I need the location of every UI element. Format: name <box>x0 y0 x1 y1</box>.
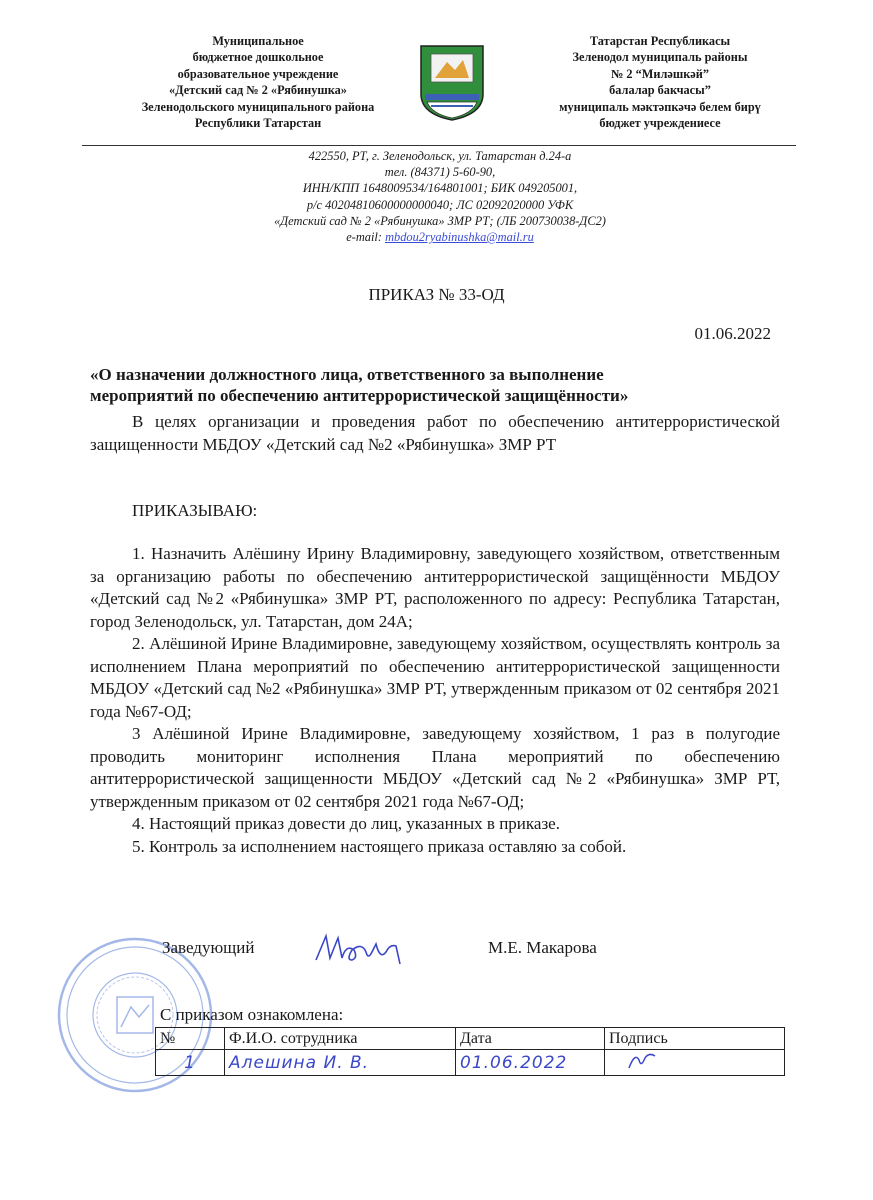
order-subject <box>90 364 780 406</box>
email-line <box>160 229 720 245</box>
contact-block <box>160 148 720 245</box>
email-link[interactable]: mbdou2ryabinushka@mail.ru <box>385 230 534 245</box>
org-line: муниципаль мәктәпкәчә белем бирү <box>559 99 761 114</box>
column-header: Дата <box>456 1028 605 1050</box>
org-line: Зеленодол муниципаль районы <box>572 50 748 65</box>
org-name-tatar <box>520 33 800 131</box>
employee-signature-icon <box>609 1050 669 1070</box>
org-line: Муниципальное <box>212 34 304 48</box>
org-line: бюджет учреждениесе <box>599 116 721 131</box>
coat-of-arms-icon <box>417 42 487 122</box>
org-line: Зеленодольского муниципального района <box>141 99 375 114</box>
order-item: 1. Назначить Алёшину Ирину Владимировну, заведующего хозяйством, ответственным за организацию работы по обеспечению антитеррористической защищённости МБДОУ «Детский сад №2 «Рябинушка» ЗМР РТ, расположенного по адресу: Республика Татарстан, город Зеленодольск, ул. Татарстан, дом 24А; <box>90 544 780 631</box>
ack-date: 01.06.2022 <box>456 1050 605 1076</box>
order-items <box>90 543 780 858</box>
org-line: бюджетное дошкольное <box>192 50 324 65</box>
order-item: 5. Контроль за исполнением настоящего приказа оставляю за собой. <box>132 836 627 856</box>
preamble: В целях организации и проведения работ по обеспечению антитеррористической защищенности МБДОУ «Детский сад №2 «Рябинушка» ЗМР РТ <box>90 412 780 454</box>
column-header: Ф.И.О. сотрудника <box>225 1028 456 1050</box>
email-label: e-mail: <box>346 230 386 245</box>
address: 422550, РТ, г. Зеленодольск, ул. Татарстан д.24-а <box>308 149 572 163</box>
order-item: 3 Алёшиной Ирине Владимировне, заведующему хозяйством, 1 раз в полугодие проводить мониторинг исполнения Плана мероприятий по обеспечению антитеррористической защищенности МБДОУ «Детский сад №2 «Рябинушка» ЗМР РТ, утвержденным приказом от 02 сентября 2021 года №67-ОД; <box>90 724 780 811</box>
table-header-row <box>156 1028 785 1050</box>
inn-kpp: ИНН/КПП 1648009534/164801001; БИК 049205001, <box>302 181 578 196</box>
org-name-russian <box>108 33 408 131</box>
treasury-info: «Детский сад № 2 «Рябинушка» ЗМР РТ; (ЛБ 200730038-ДС2) <box>274 213 606 228</box>
org-line: Республики Татарстан <box>194 116 322 131</box>
signatory-position: Заведующий <box>162 938 255 957</box>
row-number: 1 <box>156 1050 225 1076</box>
order-date: 01.06.2022 <box>694 324 771 343</box>
handwritten-signature-icon <box>312 930 407 966</box>
signatory-name: М.Е. Макарова <box>488 938 597 957</box>
table-row <box>156 1050 785 1076</box>
order-item: 4. Настоящий приказ довести до лиц, указанных в приказе. <box>132 814 560 833</box>
subject-line: мероприятий по обеспечению антитеррористической защищённости» <box>90 386 629 405</box>
bank-account: р/с 40204810600000000040; ЛС 02092020000 УФК <box>306 197 574 212</box>
org-line: образовательное учреждение <box>177 66 339 81</box>
org-line: балалар бакчасы” <box>609 83 711 98</box>
phone: тел. (84371) 5-60-90, <box>384 165 496 180</box>
column-header: Подпись <box>605 1028 785 1050</box>
signature-cell <box>605 1050 785 1076</box>
subject-line: «О назначении должностного лица, ответственного за выполнение <box>90 365 604 384</box>
org-line: «Детский сад № 2 «Рябинушка» <box>169 83 347 98</box>
header-divider <box>82 145 796 146</box>
acknowledgement-table <box>155 1027 785 1076</box>
employee-name: Алешина И. В. <box>225 1050 456 1076</box>
acknowledgement-label: С приказом ознакомлена: <box>160 1005 344 1024</box>
org-line: Татарстан Республикасы <box>589 34 731 48</box>
column-header: № <box>156 1028 225 1050</box>
org-line: № 2 “Миләшкәй” <box>610 66 709 81</box>
order-title: ПРИКАЗ № 33-ОД <box>368 285 505 304</box>
directive: ПРИКАЗЫВАЮ: <box>132 501 258 520</box>
order-item: 2. Алёшиной Ирине Владимировне, заведующему хозяйством, осуществлять контроль за исполнением Плана мероприятий по обеспечению антитеррористической защищенности МБДОУ «Детский сад №2 «Рябинушка» ЗМР РТ, утвержденным приказом от 02 сентября 2021 года №67-ОД; <box>90 634 780 721</box>
